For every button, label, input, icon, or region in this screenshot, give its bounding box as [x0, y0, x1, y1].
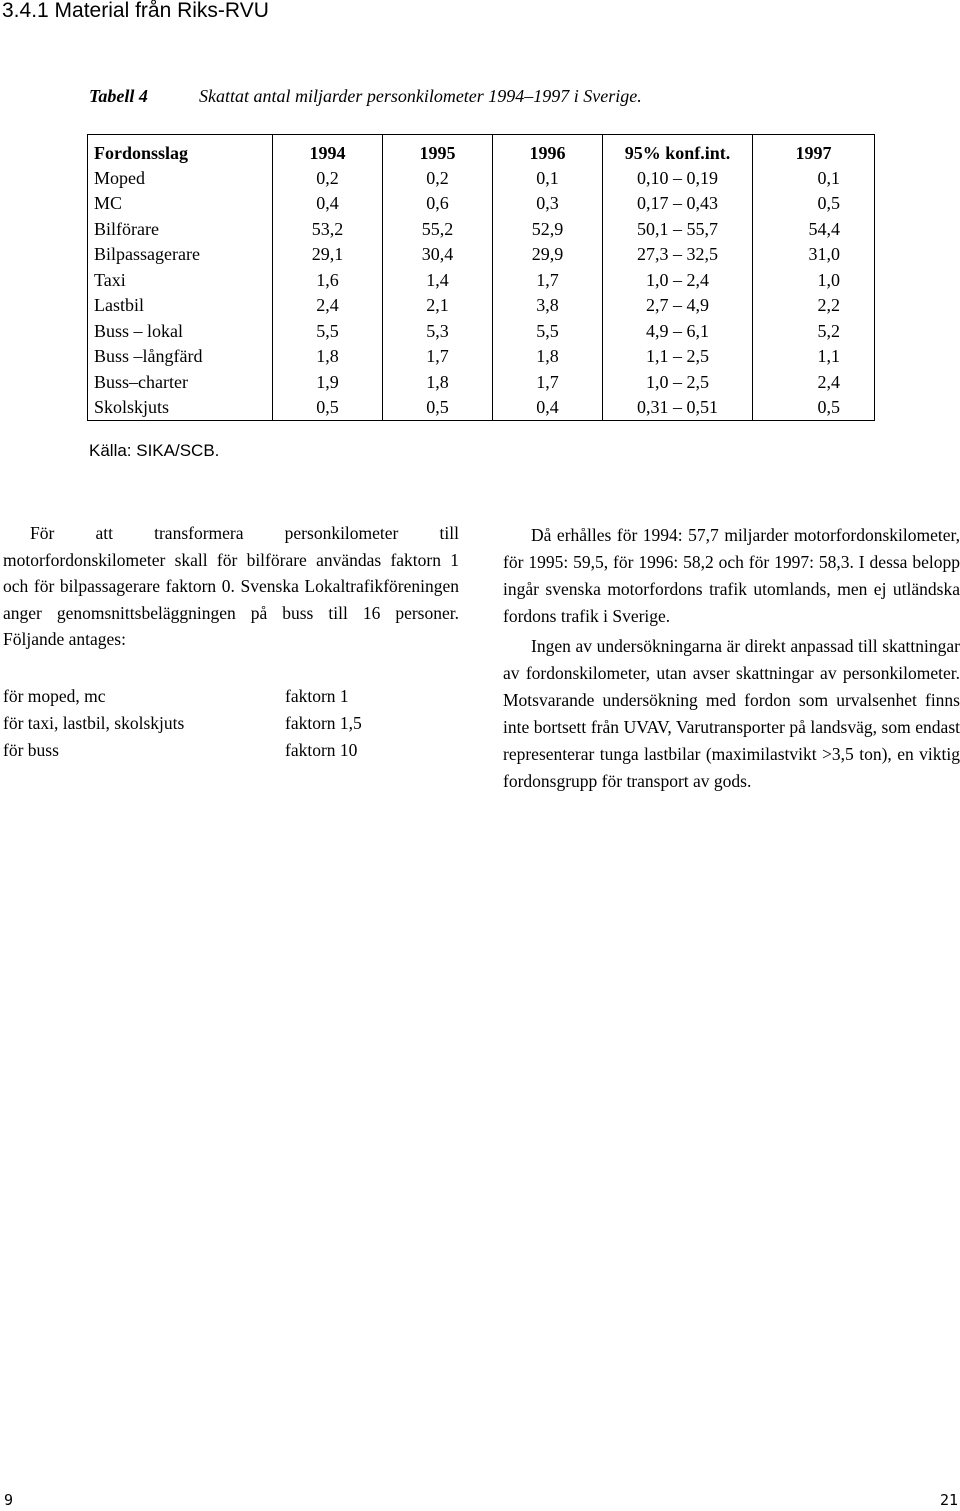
value-cell: 0,2 — [273, 165, 383, 191]
factor-row — [3, 737, 362, 764]
table-row — [88, 216, 875, 242]
value-cell: 55,2 — [383, 216, 493, 242]
value-cell: 52,9 — [493, 216, 603, 242]
column-header: 1996 — [493, 135, 603, 166]
right-paragraph: Ingen av undersökningarna är direkt anpassad till skattningar av fordonskilometer, utan avser skattningar av personkilometer. Motsvarande undersökning med fordon som urvalsenhet finns inte bortsett från UVAV, Varutransporter på landsväg, som endast representerar tunga lastbilar (maximilastvikt >3,5 ton), en viktig fordonsgrupp för transport av gods. — [503, 636, 960, 791]
value-cell: 0,6 — [383, 191, 493, 217]
table-row — [88, 318, 875, 344]
value-cell: 0,2 — [383, 165, 493, 191]
value-cell: 0,3 — [493, 191, 603, 217]
value-cell: 1,0 — [753, 267, 875, 293]
table-caption-text: Skattat antal miljarder personkilometer 1994–1997 i Sverige. — [199, 86, 642, 106]
table-row — [88, 165, 875, 191]
value-cell: 5,3 — [383, 318, 493, 344]
value-cell: 0,31 – 0,51 — [603, 395, 753, 421]
value-cell: 2,2 — [753, 293, 875, 319]
value-cell: 0,17 – 0,43 — [603, 191, 753, 217]
page-number-left: 9 — [4, 1491, 14, 1509]
value-cell: 0,4 — [273, 191, 383, 217]
value-cell: 1,4 — [383, 267, 493, 293]
value-cell: 0,1 — [493, 165, 603, 191]
value-cell: 0,10 – 0,19 — [603, 165, 753, 191]
row-label-cell: Bilförare — [94, 218, 159, 239]
value-cell: 3,8 — [493, 293, 603, 319]
value-cell: 1,6 — [273, 267, 383, 293]
table-row — [88, 191, 875, 217]
value-cell: 4,9 – 6,1 — [603, 318, 753, 344]
section-heading: 3.4.1 Material från Riks-RVU — [2, 0, 269, 22]
table-row — [88, 395, 875, 421]
column-header: 1997 — [753, 135, 875, 166]
factor-label: för taxi, lastbil, skolskjuts — [3, 713, 185, 733]
row-label-cell: Buss–charter — [94, 371, 188, 392]
value-cell: 1,8 — [493, 344, 603, 370]
table-row — [88, 242, 875, 268]
row-label-cell: Taxi — [94, 269, 126, 290]
value-cell: 0,1 — [753, 165, 875, 191]
table-row — [88, 344, 875, 370]
value-cell: 29,1 — [273, 242, 383, 268]
value-cell: 53,2 — [273, 216, 383, 242]
factor-label: för buss — [3, 740, 59, 760]
factor-value: faktorn 1 — [285, 686, 349, 706]
value-cell: 1,7 — [493, 267, 603, 293]
page-number-right: 21 — [939, 1491, 958, 1509]
column-header: 95% konf.int. — [603, 135, 753, 166]
column-header: Fordonsslag — [94, 143, 189, 163]
value-cell: 0,5 — [383, 395, 493, 421]
factor-row — [3, 683, 362, 710]
factor-label: för moped, mc — [3, 686, 106, 706]
value-cell: 2,1 — [383, 293, 493, 319]
row-label-cell: Skolskjuts — [94, 397, 170, 418]
value-cell: 27,3 – 32,5 — [603, 242, 753, 268]
value-cell: 29,9 — [493, 242, 603, 268]
factor-list — [3, 683, 362, 764]
value-cell: 0,5 — [753, 191, 875, 217]
value-cell: 1,9 — [273, 369, 383, 395]
right-column — [503, 522, 960, 795]
value-cell: 30,4 — [383, 242, 493, 268]
row-label-cell: Moped — [94, 167, 145, 188]
factor-value: faktorn 1,5 — [285, 713, 362, 733]
table-header-row — [88, 135, 875, 166]
row-label-cell: MC — [94, 193, 123, 214]
table-row — [88, 267, 875, 293]
value-cell: 1,1 – 2,5 — [603, 344, 753, 370]
value-cell: 2,4 — [273, 293, 383, 319]
factor-value: faktorn 10 — [285, 740, 358, 760]
row-label-cell: Buss –långfärd — [94, 346, 203, 367]
value-cell: 0,5 — [753, 395, 875, 421]
table-source: Källa: SIKA/SCB. — [89, 441, 220, 460]
row-label-cell: Buss – lokal — [94, 320, 184, 341]
column-header: 1994 — [273, 135, 383, 166]
value-cell: 5,2 — [753, 318, 875, 344]
value-cell: 0,5 — [273, 395, 383, 421]
value-cell: 31,0 — [753, 242, 875, 268]
column-header: 1995 — [383, 135, 493, 166]
left-paragraph: För att transformera personkilometer till motorfordonskilometer skall för bilförare användas faktorn 1 och för bilpassagerare faktorn 0. Svenska Lokaltrafikföreningen anger genomsnittsbeläggningen på buss till 16 personer. Följande antages: — [3, 523, 459, 649]
row-label-cell: Lastbil — [94, 295, 144, 316]
value-cell: 2,4 — [753, 369, 875, 395]
value-cell: 1,8 — [273, 344, 383, 370]
value-cell: 5,5 — [493, 318, 603, 344]
value-cell: 1,1 — [753, 344, 875, 370]
value-cell: 1,0 – 2,4 — [603, 267, 753, 293]
factor-row — [3, 710, 362, 737]
data-table — [87, 134, 875, 421]
left-column — [3, 520, 459, 653]
value-cell: 1,7 — [383, 344, 493, 370]
table-row — [88, 293, 875, 319]
value-cell: 5,5 — [273, 318, 383, 344]
value-cell: 0,4 — [493, 395, 603, 421]
value-cell: 54,4 — [753, 216, 875, 242]
value-cell: 1,8 — [383, 369, 493, 395]
table-row — [88, 369, 875, 395]
value-cell: 1,7 — [493, 369, 603, 395]
table-caption-label: Tabell 4 — [89, 86, 148, 106]
value-cell: 2,7 – 4,9 — [603, 293, 753, 319]
row-label-cell: Bilpassagerare — [94, 244, 200, 265]
right-paragraph: Då erhålles för 1994: 57,7 miljarder motorfordonskilometer, för 1995: 59,5, för 1996: 58,2 och för 1997: 58,3. I dessa belopp ingår svenska motorfordons trafik utomlands, men ej utländska fordons trafik i Sverige. — [503, 525, 960, 626]
value-cell: 50,1 – 55,7 — [603, 216, 753, 242]
value-cell: 1,0 – 2,5 — [603, 369, 753, 395]
